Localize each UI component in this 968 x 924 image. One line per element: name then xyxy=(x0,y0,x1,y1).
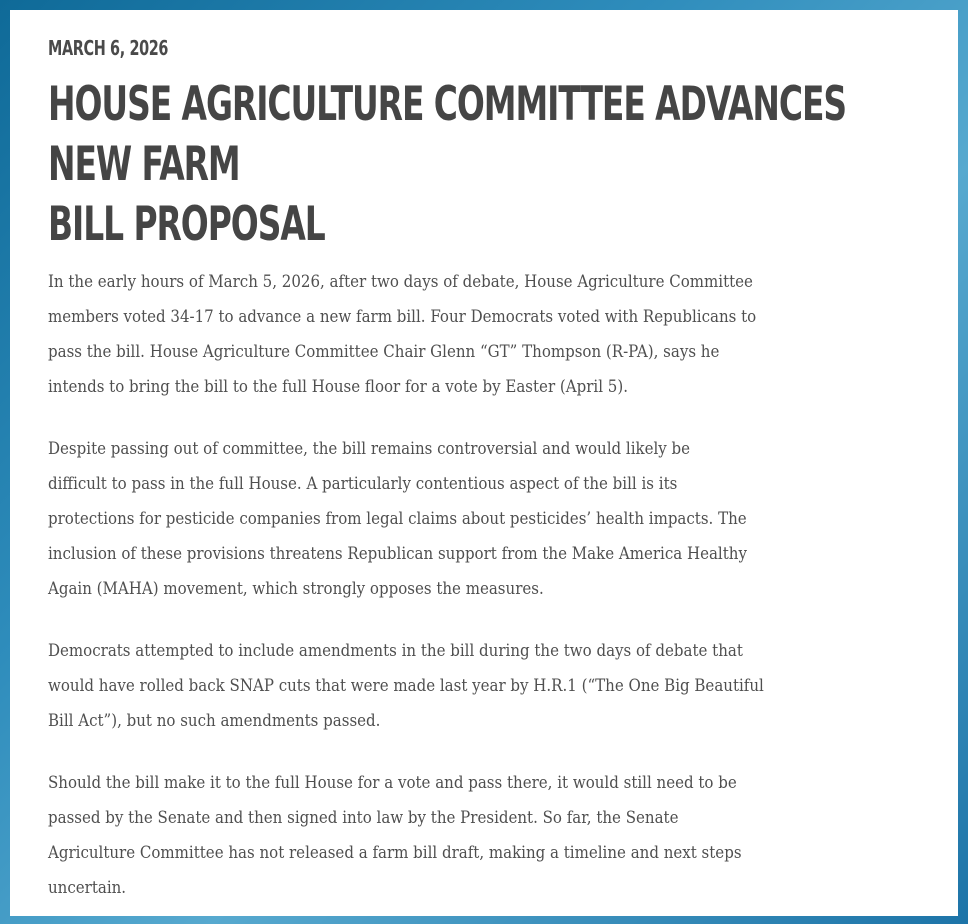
article-headline xyxy=(48,75,916,255)
paragraph-2 xyxy=(48,432,931,607)
article-body xyxy=(48,265,920,906)
paragraph-1 xyxy=(48,265,931,405)
headline-line-1: HOUSE AGRICULTURE COMMITTEE ADVANCES NEW FARM xyxy=(48,77,847,192)
paragraph-line: members voted 34-17 to advance a new farm bill. Four Democrats voted with Republicans to xyxy=(48,307,757,327)
paragraph-line: difficult to pass in the full House. A particularly contentious aspect of the bill is its xyxy=(48,474,678,494)
paragraph-line: Despite passing out of committee, the bill remains controversial and would likely be xyxy=(48,439,691,459)
article-card xyxy=(10,10,958,916)
paragraph-line: would have rolled back SNAP cuts that were made last year by H.R.1 (“The One Big Beautiful xyxy=(48,676,764,696)
paragraph-line: Bill Act”), but no such amendments passed. xyxy=(48,711,381,731)
paragraph-line: protections for pesticide companies from legal claims about pesticides’ health impacts. The xyxy=(48,509,747,529)
paragraph-4 xyxy=(48,766,931,906)
paragraph-line: Democrats attempted to include amendments in the bill during the two days of debate that xyxy=(48,641,743,661)
paragraph-line: In the early hours of March 5, 2026, after two days of debate, House Agriculture Committee xyxy=(48,272,753,292)
paragraph-line: Should the bill make it to the full House for a vote and pass there, it would still need to be xyxy=(48,773,737,793)
paragraph-line: Again (MAHA) movement, which strongly opposes the measures. xyxy=(48,579,544,599)
article-date: MARCH 6, 2026 xyxy=(48,36,169,60)
paragraph-line: intends to bring the bill to the full House floor for a vote by Easter (April 5). xyxy=(48,377,628,397)
paragraph-line: pass the bill. House Agriculture Committee Chair Glenn “GT” Thompson (R-PA), says he xyxy=(48,342,720,362)
paragraph-line: uncertain. xyxy=(48,878,127,898)
paragraph-line: Agriculture Committee has not released a farm bill draft, making a timeline and next steps xyxy=(48,843,742,863)
paragraph-line: passed by the Senate and then signed into law by the President. So far, the Senate xyxy=(48,808,679,828)
paragraph-line: inclusion of these provisions threatens Republican support from the Make America Healthy xyxy=(48,544,747,564)
headline-line-2: BILL PROPOSAL xyxy=(48,197,325,252)
paragraph-3 xyxy=(48,634,931,739)
